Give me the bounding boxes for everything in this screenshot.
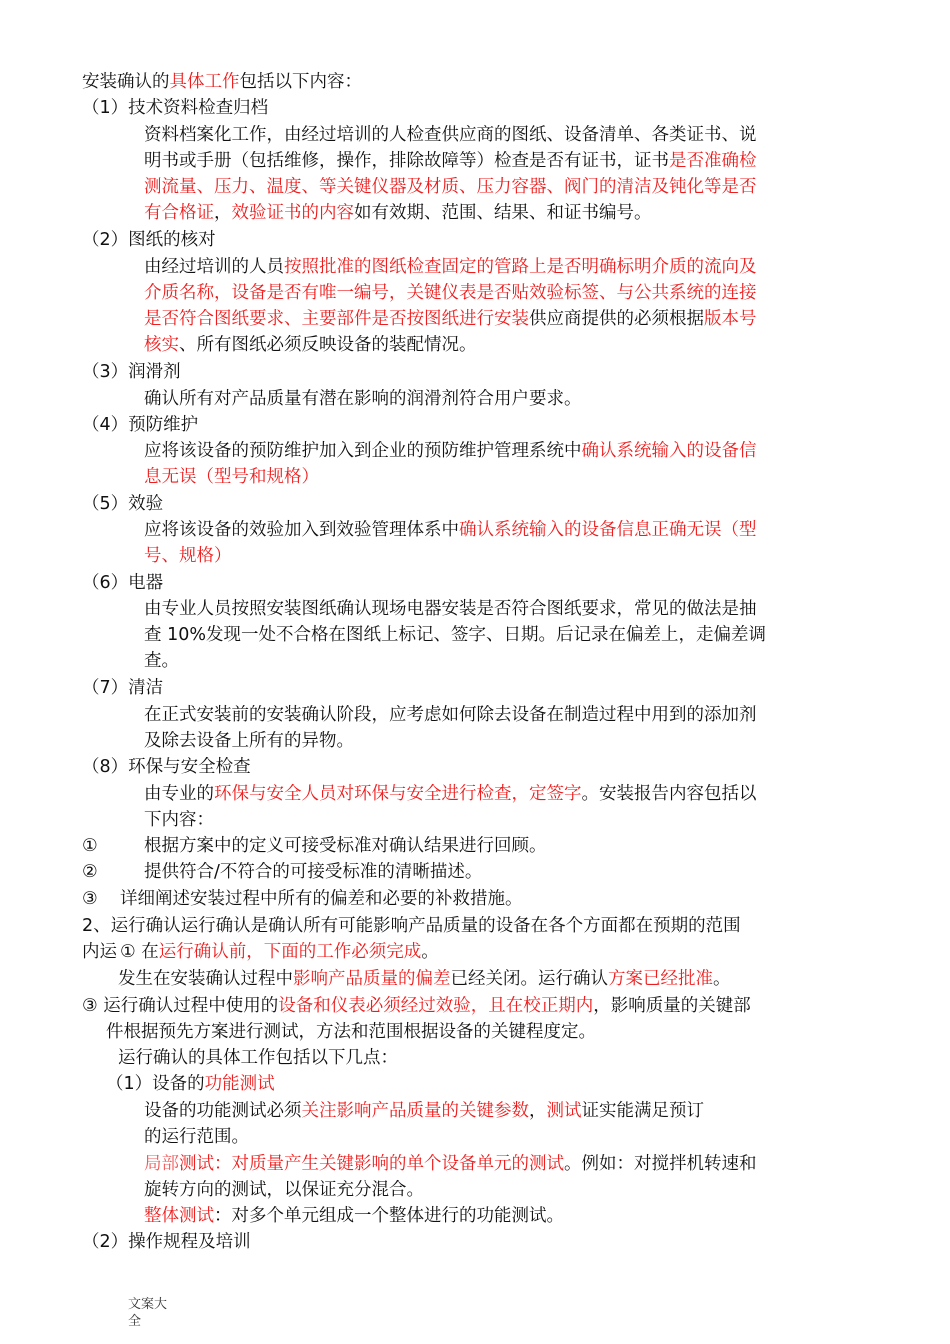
text-line	[144, 387, 582, 411]
text-segment: ，影响质量的关键部	[593, 996, 751, 1016]
text-segment: 根据方案中的定义可接受标准对确认结果进行回顾。	[144, 836, 547, 856]
text-line	[82, 940, 117, 964]
text-line	[144, 860, 482, 884]
text-segment: （2）图纸的核对	[82, 230, 216, 250]
text-segment: 查 10%发现一处不合格在图纸上标记、签字、日期。后记录在偏差上，走偏差调	[144, 625, 766, 645]
text-line	[82, 887, 98, 911]
text-line	[144, 1152, 757, 1176]
text-segment: ③	[82, 889, 98, 909]
text-segment: 查。	[144, 651, 179, 671]
text-line	[144, 333, 477, 357]
text-segment: 2、运行确认运行确认是确认所有可能影响产品质量的设备在各个方面都在预期的范围	[82, 916, 741, 936]
text-segment: 已经关闭。运行确认	[450, 969, 608, 989]
text-segment: 应将该设备的效验加入到效验管理体系中	[144, 520, 459, 540]
text-segment: 资料档案化工作，由经过培训的人检查供应商的图纸、设备清单、各类证书、说	[144, 125, 757, 145]
page-footer	[128, 1296, 167, 1330]
highlighted-text: 版本号	[704, 309, 757, 329]
text-segment: 在正式安装前的安装确认阶段，应考虑如何除去设备在制造过程中用到的添加剂	[144, 705, 757, 725]
text-line	[144, 1204, 564, 1228]
text-segment: 详细阐述安装过程中所有的偏差和必要的补救措施。	[120, 889, 523, 909]
text-segment: 应将该设备的预防维护加入到企业的预防维护管理系统中	[144, 441, 582, 461]
text-segment: 。例如：对搅拌机转速和	[564, 1154, 757, 1174]
text-segment: 提供符合/不符合的可接受标准的清晰描述。	[144, 862, 483, 882]
text-line	[144, 623, 766, 647]
text-line	[144, 808, 214, 832]
text-segment: 件根据预先方案进行测试，方法和范围根据设备的关键程度定。	[106, 1022, 596, 1042]
text-line	[82, 994, 751, 1018]
text-line	[144, 439, 757, 463]
text-segment: （1）设备的	[106, 1074, 205, 1094]
footer-line-2: 全	[128, 1314, 142, 1329]
text-line	[144, 255, 757, 279]
highlighted-text: 是否准确检	[669, 151, 757, 171]
text-line	[82, 413, 198, 437]
text-segment: 。安装报告内容包括以	[581, 784, 757, 804]
text-segment: 供应商提供的必须根据	[529, 309, 704, 329]
text-segment: 设备的功能测试必须	[144, 1101, 302, 1121]
text-segment: 下内容：	[144, 810, 214, 830]
text-line	[82, 834, 98, 858]
text-segment: 明书或手册（包括维修，操作，排除故障等）检查是否有证书，证书	[144, 151, 669, 171]
text-line	[106, 1020, 596, 1044]
text-line	[144, 518, 757, 542]
text-segment: 的运行范围。	[144, 1127, 249, 1147]
text-segment: 由专业人员按照安装图纸确认现场电器安装是否符合图纸要求，常见的做法是抽	[144, 599, 757, 619]
text-segment: ，	[214, 203, 232, 223]
text-line	[144, 544, 232, 568]
text-line	[144, 597, 757, 621]
text-line	[82, 1230, 251, 1254]
text-line	[120, 940, 439, 964]
text-line	[82, 571, 163, 595]
text-line	[82, 860, 98, 884]
text-line	[144, 175, 757, 199]
text-segment: 旋转方向的测试，以保证充分混合。	[144, 1180, 424, 1200]
highlighted-text: 具体工作	[169, 72, 240, 92]
text-line	[144, 729, 354, 753]
text-segment: 、所有图纸必须反映设备的装配情况。	[179, 335, 477, 355]
text-line	[106, 1072, 275, 1096]
text-line	[82, 70, 362, 94]
highlighted-text: 息无误（型号和规格）	[144, 467, 319, 487]
text-segment: 安装确认的	[82, 72, 170, 92]
highlighted-text: 介质名称，设备是否有唯一编号，关键仪表是否贴效验标签、与公共系统的连接	[144, 283, 757, 303]
highlighted-text: 测流量、压力、温度、等关键仪器及材质、压力容器、阀门的清洁及钝化等是否	[144, 177, 757, 197]
highlighted-text: 方案已经批准	[608, 969, 713, 989]
text-line	[144, 201, 652, 225]
text-segment: ，	[529, 1101, 547, 1121]
highlighted-text: 是否符合图纸要求、主要部件是否按图纸进行安装	[144, 309, 529, 329]
highlighted-text: 环保与安全人员对环保与安全进行检查，定签字	[214, 784, 582, 804]
text-line	[144, 465, 319, 489]
text-segment: ③ 运行确认过程中使用的	[82, 996, 279, 1016]
highlighted-text: 按照批准的图纸检查固定的管路上是否明确标明介质的流向及	[284, 257, 757, 277]
text-segment: （1）技术资料检查归档	[82, 98, 269, 118]
text-segment: （2）操作规程及培训	[82, 1232, 251, 1252]
highlighted-text: 功能测试	[204, 1074, 275, 1094]
text-line	[82, 492, 163, 516]
text-segment: （8）环保与安全检查	[82, 757, 251, 777]
footer-line-1: 文案大	[128, 1297, 168, 1312]
text-segment: 由专业的	[144, 784, 214, 804]
text-line	[82, 755, 251, 779]
text-line	[82, 360, 181, 384]
highlighted-text: 测试：对质量产生关键影响的单个设备单元的测试	[179, 1154, 564, 1174]
text-line	[144, 1099, 704, 1123]
text-line	[118, 1046, 398, 1070]
text-segment: （3）润滑剂	[82, 362, 181, 382]
text-segment: （5）效验	[82, 494, 164, 514]
text-line	[82, 228, 216, 252]
text-segment: 如有效期、范围、结果、和证书编号。	[354, 203, 652, 223]
text-segment: （7）清洁	[82, 678, 164, 698]
highlighted-text: 号、规格）	[144, 546, 232, 566]
highlighted-text: 确认系统输入的设备信	[581, 441, 757, 461]
text-line	[144, 782, 757, 806]
text-line	[118, 967, 731, 991]
text-line	[144, 649, 179, 673]
text-line	[144, 834, 547, 858]
highlighted-text: 关注影响产品质量的关键参数	[301, 1101, 529, 1121]
highlighted-text: 局部	[144, 1154, 179, 1174]
text-segment: 及除去设备上所有的异物。	[144, 731, 354, 751]
highlighted-text: 测试	[546, 1101, 582, 1121]
text-segment: 包括以下内容：	[239, 72, 362, 92]
text-segment: 内运	[82, 942, 117, 962]
text-line	[144, 123, 757, 147]
text-segment: ②	[82, 862, 98, 882]
text-segment: 确认所有对产品质量有潜在影响的润滑剂符合用户要求。	[144, 389, 582, 409]
highlighted-text: 效验证书的内容	[231, 203, 354, 223]
text-segment: 由经过培训的人员	[144, 257, 284, 277]
text-line	[82, 914, 741, 938]
text-line	[82, 96, 268, 120]
highlighted-text: 运行确认前，下面的工作必须完成	[158, 942, 422, 962]
text-line	[144, 307, 757, 331]
highlighted-text: 整体测试	[144, 1206, 214, 1226]
highlighted-text: 核实	[144, 335, 179, 355]
text-segment: 证实能满足预订	[581, 1101, 704, 1121]
text-line	[144, 703, 757, 727]
text-segment: （6）电器	[82, 573, 164, 593]
text-line	[82, 676, 163, 700]
text-line	[144, 149, 757, 173]
text-line	[144, 1125, 249, 1149]
text-segment: 。	[421, 942, 439, 962]
text-line	[120, 887, 523, 911]
text-line	[144, 1178, 424, 1202]
text-segment: （4）预防维护	[82, 415, 199, 435]
text-line	[144, 281, 757, 305]
highlighted-text: 设备和仪表必须经过效验，且在校正期内	[278, 996, 594, 1016]
text-segment: ①	[82, 836, 98, 856]
text-segment: 运行确认的具体工作包括以下几点：	[118, 1048, 398, 1068]
highlighted-text: 确认系统输入的设备信息正确无误（型	[459, 520, 757, 540]
highlighted-text: 影响产品质量的偏差	[293, 969, 451, 989]
highlighted-text: 有合格证	[144, 203, 214, 223]
text-segment: 。	[713, 969, 731, 989]
text-segment: ：对多个单元组成一个整体进行的功能测试。	[214, 1206, 564, 1226]
text-segment: 发生在安装确认过程中	[118, 969, 293, 989]
text-segment: ① 在	[120, 942, 159, 962]
